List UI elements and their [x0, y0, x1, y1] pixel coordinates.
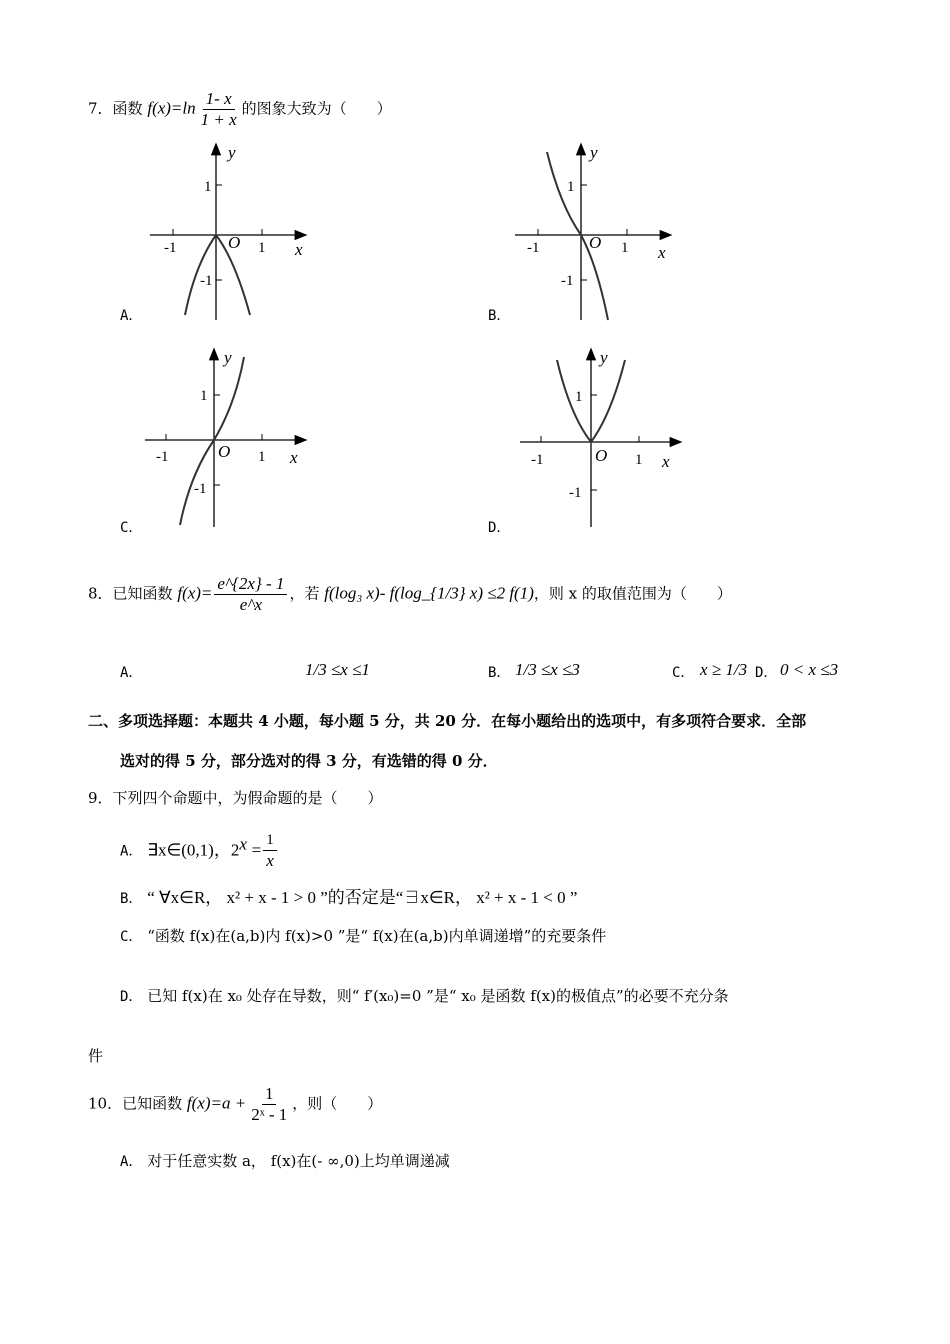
q8-option-b-text: 1/3 ≤x ≤3 [515, 660, 580, 679]
q8-frac-den: e^x [239, 594, 263, 614]
y-one-label: 1 [204, 179, 212, 195]
y-neg-one-label: -1 [561, 273, 574, 289]
q8-option-c-text: x ≥ 1/3 [700, 660, 748, 679]
x-one-label: 1 [621, 240, 629, 256]
q7-prefix: 函数 [112, 99, 143, 118]
y-one-label: 1 [567, 179, 575, 195]
q8-stem [88, 575, 732, 614]
q8-condition: f(log₃ x)- f(log_{1/3} x) ≤2 f(1) [324, 583, 534, 603]
q10-frac-den: 2ˣ - 1 [251, 1104, 288, 1124]
x-neg-one-label: -1 [527, 240, 540, 256]
q7-func: f(x)=ln [147, 98, 196, 118]
q10-number: 10． [88, 1094, 123, 1113]
q9-option-c-text: “函数 f(x)在(a,b)内 f(x)>0 ”是“ f(x)在(a,b)内单调递增”的充要条件 [147, 927, 607, 945]
q9-option-d-text: 已知 f(x)在 x₀ 处存在导数，则“ f′(x₀)=0 ”是“ x₀ 是函数 f(x)的极值点”的必要不充分条 [147, 987, 729, 1005]
y-neg-one-label: -1 [200, 273, 213, 289]
q9-option-a-label: A． [120, 843, 143, 860]
q7-graph-c [140, 345, 340, 530]
q8-option-c-label: C． [672, 665, 695, 681]
section2-heading-line1: 二、多项选择题：本题共 4 小题，每小题 5 分，共 20 分．在每小题给出的选项中，有多项符合要求．全部 [88, 712, 807, 730]
y-label: y [224, 348, 232, 367]
q8-option-a-text: 1/3 ≤x ≤1 [305, 660, 370, 679]
q9-option-b-text: “ ∀x∈R， x² + x - 1 > 0 ”的否定是“∃x∈R， x² + x - 1 < 0 ” [147, 888, 578, 907]
q10-fraction [248, 1085, 290, 1124]
origin-label: O [595, 446, 608, 465]
y-label: y [228, 143, 236, 162]
q10-prefix: 已知函数 [122, 1094, 183, 1113]
y-one-label: 1 [200, 388, 208, 404]
x-label: x [290, 448, 298, 467]
q7-option-c-label: C． [120, 520, 143, 536]
q7-graph-b [505, 140, 705, 325]
x-label: x [662, 452, 670, 471]
q8-number: 8． [88, 584, 113, 603]
q10-suffix: ，则（ ） [292, 1094, 383, 1113]
q10-option-a-text: 对于任意实数 a， f(x)在(- ∞,0)上均单调递减 [147, 1152, 450, 1170]
x-one-label: 1 [258, 240, 266, 256]
x-neg-one-label: -1 [531, 452, 544, 468]
q7-suffix: 的图象大致为（ ） [241, 99, 392, 118]
q7-graph-d [515, 345, 715, 530]
q7-fraction [198, 90, 240, 129]
q9-option-c [120, 925, 606, 946]
q8-condition-pre: ，若 [289, 584, 320, 603]
q9-option-a-text-b: = [251, 840, 262, 860]
y-label: y [600, 348, 608, 367]
y-neg-one-label: -1 [194, 481, 207, 497]
y-one-label: 1 [575, 389, 583, 405]
x-one-label: 1 [258, 449, 266, 465]
q9-option-a-fraction: $\frac{1}{x}$ [263, 833, 277, 870]
q8-option-a-label: A． [120, 665, 143, 681]
origin-label: O [589, 233, 602, 252]
q8-fraction [214, 575, 287, 614]
x-one-label: 1 [635, 452, 643, 468]
q10-frac-num: 1 [262, 1085, 277, 1105]
q7-option-a-label: A． [120, 308, 143, 324]
q9-option-c-label: C． [120, 929, 143, 945]
q8-option-d-label: D． [755, 665, 778, 681]
q9-stem [88, 787, 383, 808]
q8-suffix: ，则 x 的取值范围为（ ） [533, 584, 732, 603]
q8-func: f(x)= [177, 583, 213, 603]
curve [180, 357, 244, 525]
q8-option-b-label: B． [488, 665, 511, 681]
q9-option-b [120, 883, 577, 908]
q10-stem [88, 1085, 382, 1124]
q9-option-d-tail: 件 [88, 1047, 104, 1065]
q9-option-d [120, 985, 729, 1006]
x-label: x [295, 240, 303, 259]
x-neg-one-label: -1 [156, 449, 169, 465]
q7-option-d-label: D． [488, 520, 511, 536]
q9-stem-text: 下列四个命题中，为假命题的是（ ） [112, 789, 383, 807]
x-neg-one-label: -1 [164, 240, 177, 256]
q7-frac-num: 1- x [203, 90, 235, 110]
q9-option-a-text-a: ∃x∈(0,1)，2 [147, 840, 240, 860]
q9-number: 9． [88, 789, 113, 807]
origin-label: O [228, 233, 241, 252]
q10-option-a-label: A． [120, 1154, 143, 1170]
q8-option-d-text: 0 < x ≤3 [780, 660, 839, 679]
y-neg-one-label: -1 [569, 485, 582, 501]
q7-stem [88, 90, 392, 129]
q7-number: 7． [88, 99, 113, 118]
q7-option-b-label: B． [488, 308, 511, 324]
section2-heading-line2: 选对的得 5 分，部分选对的得 3 分，有选错的得 0 分． [120, 752, 498, 770]
origin-label: O [218, 442, 231, 461]
y-label: y [590, 143, 598, 162]
q7-graph-a [140, 140, 340, 325]
q7-frac-den: 1 + x [200, 109, 237, 129]
q9-option-a: A． ∃x∈(0,1)，2$^x$ = $\frac{1}{x}$ [120, 833, 279, 870]
q10-option-a [120, 1150, 450, 1171]
q8-prefix: 已知函数 [112, 584, 173, 603]
q9-option-d-label: D． [120, 989, 143, 1005]
x-label: x [658, 243, 666, 262]
q8-frac-num: e^{2x} - 1 [214, 575, 287, 595]
q9-option-b-label: B． [120, 891, 143, 907]
q10-func: f(x)=a + [186, 1093, 247, 1113]
